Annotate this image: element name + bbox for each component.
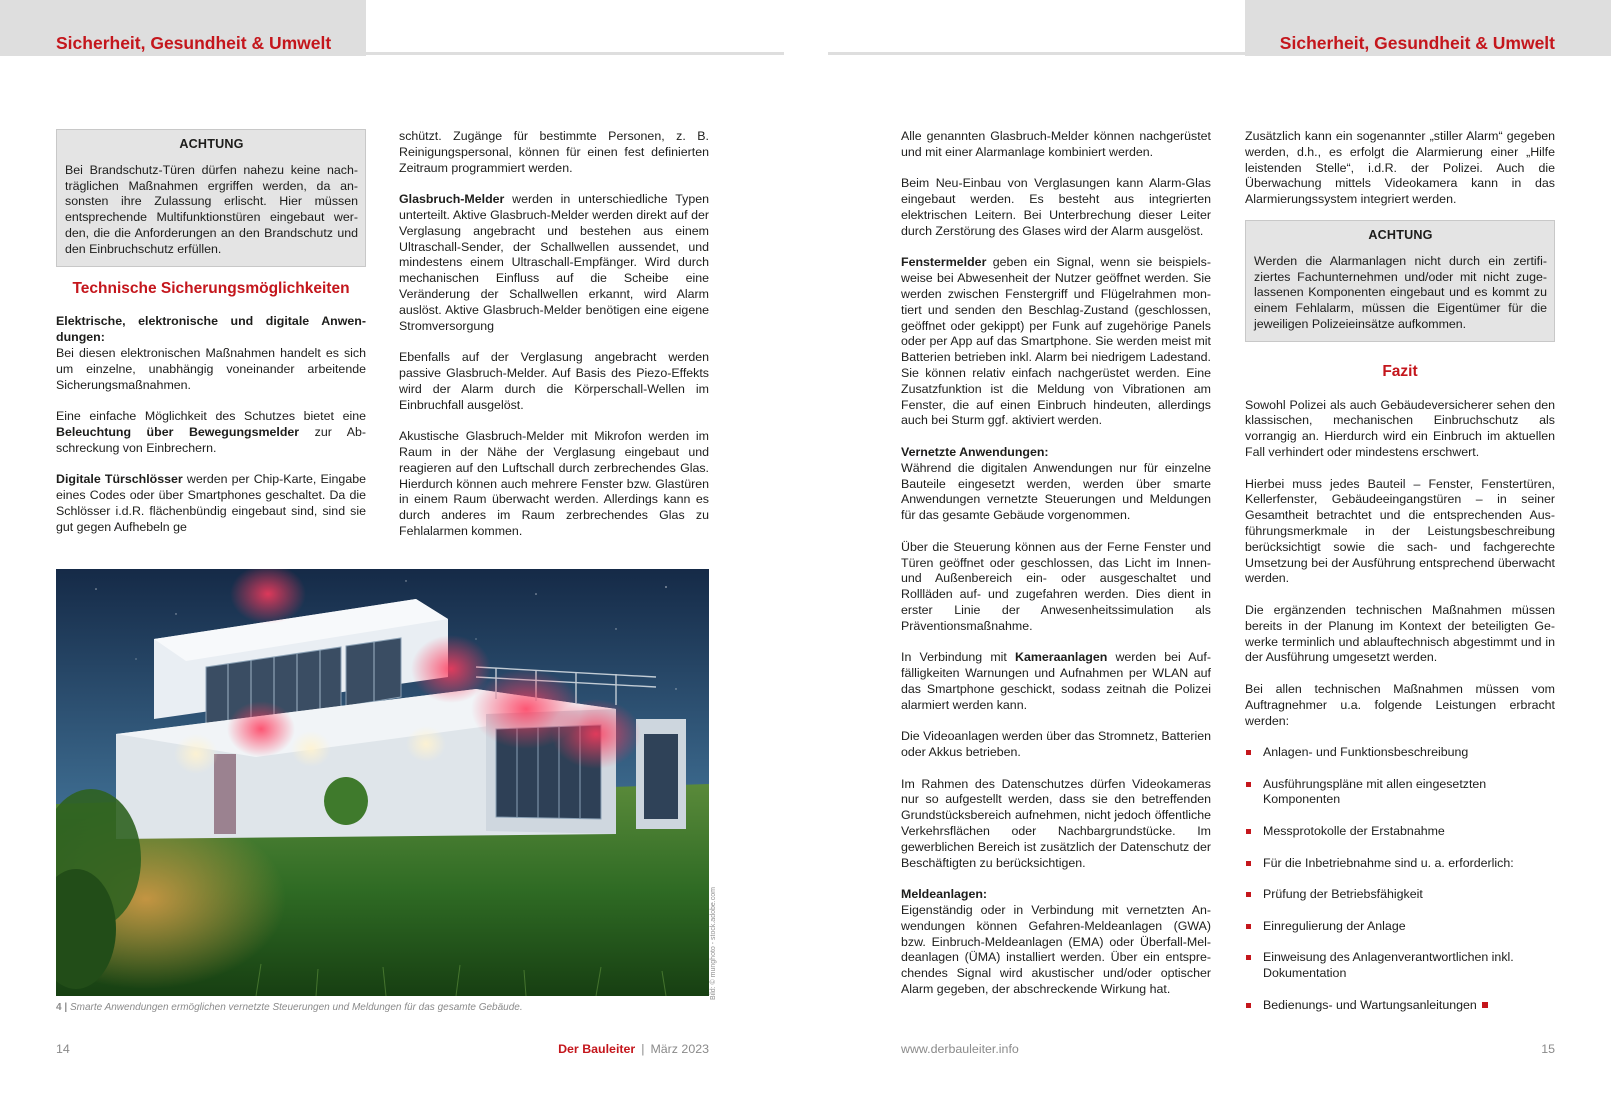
column-left-1 [56, 129, 366, 536]
text-run: Eigenständig oder in Verbindung mit vernetzten Anwendungen können Gefahren-Meldeanlagen (GWA) bzw. Einbruch-Meldeanlagen (EMA) oder Überfall-Meldeanlagen (ÜMA) installiert werden. Über ein entsprechendes Signal wird akustischer und/oder optischer Alarm gegeben, der abschreckende Wirkung hat. [901, 903, 1211, 997]
paragraph-cameras [901, 650, 1211, 713]
text-run: Während die digitalen Anwendungen nur für einzelne Bauteile eingesetzt werden, werden über smarte Anwendungen vernetzte Steuerungen und Meldungen für das gesamte Gebäude vorgenommen. [901, 460, 1211, 523]
text-run: In Verbindung mit [901, 650, 1016, 665]
header-rule-left [366, 52, 784, 55]
text-run: geben ein Signal, wenn sie beispielsweise bei Abwesenheit der Nutzer geöffnet werden. Sie werden zwischen Fenstergriff und Flügelrahmen montiert und senden den Beschlag-Zustand (geschlossen, geöffnet oder gekippt) per Funk auf zugehörige Panels oder per App auf das Smartphone. Sie werden meist mit Batterien betrieben inkl. Alarm bei niedrigem Ladestand. Sie können relativ einfach nachgerüstet werden. Eine Zusatzfunktion ist die Meldung von Vibrationen am Fenster, die auf einen Einbruch hindeuten, allerdings auch bei Sturm ggf. aktiviert werden. [901, 255, 1211, 428]
section-heading-conclusion: Fazit [1382, 362, 1418, 380]
section-title-left: Sicherheit, Gesundheit & Umwelt [56, 33, 332, 53]
paragraph-door-locks [56, 472, 366, 535]
paragraph-retrofit: Alle genannten Glasbruch-Melder können nachgerüstet und mit einer Alarmanlage kombiniert werden. [901, 129, 1211, 159]
text-run: zur Abschreckung von Einbrechern. [56, 424, 366, 455]
paragraph-alarm-systems [901, 887, 1211, 998]
footer-brand [558, 1042, 709, 1056]
column-left-2 [399, 129, 709, 540]
paragraph-remote-control: Über die Steuerung können aus der Ferne Fenster und Türen geöffnet oder geschlossen, das Licht im Innen- und Außenbereich ein- oder ausgeschaltet und Rollläden auf- und zugefahren werden. Dies dient in erster Linie der Anwesenheitssimulation als Präventionsmaßnahme. [901, 539, 1211, 633]
page-number: 14 [56, 1042, 70, 1056]
bold-term: Kameraanlagen [1015, 650, 1108, 665]
subheading-electronic: Elektrische, elektronische und digitale Anwendungen: [56, 314, 366, 345]
subheading-networked: Vernetzte Anwendungen: [901, 444, 1049, 459]
paragraph-conclusion-4: Bei allen technischen Maßnahmen müssen vom Auftragnehmer u.a. folgende Leistungen erbracht werden: [1245, 681, 1555, 728]
subheading-alarm-systems: Meldeanlagen: [901, 887, 988, 902]
list-item: Prüfung der Betriebsfähigkeit [1245, 887, 1555, 903]
warning-box-text: Werden die Alarmanlagen nicht durch ein zertifiziertes Fachunternehmen und/oder mit nicht zugelassenen Komponenten eingebaut und es kommt zu einem Fehlalarm, müssen die Eigentümer für die jeweiligen Polizeieinsätze aufkommen. [1254, 253, 1547, 331]
figure-caption [56, 1002, 523, 1013]
column-right-2 [1245, 129, 1555, 1014]
paragraph-text: Bei diesen elektronischen Maßnahmen handelt es sich um einzelne, unabhängig voneinander arbeitende Sicherungsmaßnahmen. [56, 345, 366, 392]
paragraph-power: Die Videoanlagen werden über das Stromnetz, Batterien oder Akkus betrieben. [901, 729, 1211, 760]
footer-separator: | [641, 1042, 645, 1056]
paragraph-privacy: Im Rahmen des Datenschutzes dürfen Videokameras nur so aufgestellt werden, dass sie den betreffenden Grundstücksbereich aufnehmen, nicht jedoch öffentliche Verkehrsflächen oder Nachbargrundstücke. Im gewerblichen Bereich ist zusätzlich der Datenschutz der Beschäftigten zu berücksichtigen. [901, 776, 1211, 870]
issue-date: März 2023 [650, 1042, 709, 1056]
warning-box-title: ACHTUNG [1368, 227, 1433, 242]
footer-url [901, 1042, 1019, 1056]
warning-box-title: ACHTUNG [179, 137, 244, 151]
list-item: Anlagen- und Funktionsbeschreibung [1245, 745, 1555, 761]
spread-gutter [784, 0, 828, 1109]
list-item-last [1245, 998, 1555, 1014]
paragraph-glass-break-acoustic: Akustische Glasbruch-Melder mit Mikrofon werden im Raum in der Nähe der Verglasung eingebaut und reagieren auf den Luftschall durch zerbrechendes Glas. Hierdurch können auch mehrere Fenster bzw. Glastüren in einem Raum überwacht werden. Allerdings kann es durch anderes im Raum zerbrechendes Glas zu Fehlalarmen kommen. [399, 429, 709, 538]
article-end-icon [1482, 1002, 1488, 1008]
warning-box-alarm-install [1245, 220, 1555, 342]
header-rule-right [828, 52, 1245, 55]
caption-separator: | [64, 1002, 68, 1013]
list-item: Einweisung des Anlagenverantwortlichen inkl. Dokumentation [1245, 950, 1555, 982]
paragraph-conclusion-1: Sowohl Polizei als auch Gebäudeversicherer sehen den klassischen, mechanischen Einbruchschutz als vorrangig an. Hierdurch wird ein Einbruch im aktuellen Fall verhindert oder mindestens erschwert. [1245, 397, 1555, 459]
section-heading-technical: Technische Sicherungsmöglichkeiten [72, 279, 350, 297]
list-item: Für die Inbetriebnahme sind u. a. erforderlich: [1245, 856, 1555, 872]
services-list [1245, 745, 1555, 1014]
page-right [828, 0, 1611, 1109]
bold-term: Fenstermelder [901, 255, 987, 270]
paragraph-conclusion-2: Hierbei muss jedes Bauteil – Fenster, Fenstertüren, Kellerfenster, Gebäudeeingangstüren – in seiner Gesamtheit betrachtet und die entsprechenden Ausführungsmerkmale in der Leistungsbeschreibung berücksichtigt sowie die sach- und fachgerechte Umsetzung bei der Ausführung entsprechend überwacht werden. [1245, 476, 1555, 586]
section-title-right: Sicherheit, Gesundheit & Umwelt [1279, 33, 1555, 53]
list-item: Messprotokolle der Erstabnahme [1245, 824, 1555, 840]
footer-page-number-right [1541, 1042, 1555, 1056]
paragraph-alarm-glass: Beim Neu-Einbau von Verglasungen kann Alarm-Glas eingebaut werden. Es besteht aus integrierten elektrischen Leitern. Bei Unterbrechung dieser Leiter durch Zerstörung des Glases wird der Alarm ausgelöst. [901, 176, 1211, 238]
text-run: werden in unterschiedliche Typen unterteilt. Aktive Glasbruch-Melder werden direkt auf der Verglasung angebracht und bestehen aus einem Ultraschall-Sender, der Schallwellen aussendet, und mindestens einem Ultraschall-Empfänger. Wird durch mechanischen Einfluss auf die Scheibe eine Veränderung der Schallwellen erkannt, wird Alarm auslöst. Aktive Glasbruch-Melder benötigen eine eigene Stromversorgung [399, 192, 709, 333]
bold-term: Beleuchtung über Bewegungsmelder [56, 424, 300, 439]
paragraph-conclusion-3: Die ergänzenden technischen Maßnahmen müssen bereits in der Planung im Kontext der beteiligten Gewerke terminlich und ablauftechnisch abgestimmt und in der Ausführung umgesetzt werden. [1245, 602, 1555, 665]
page-left [0, 0, 784, 1109]
column-right-1 [901, 129, 1211, 998]
bold-term: Digitale Türschlösser [56, 472, 183, 487]
smart-house-photo [56, 569, 709, 996]
paragraph-glass-break-passive: Ebenfalls auf der Verglasung angebracht werden passive Glasbruch-Melder. Auf Basis des Piezo-Effekts wird der Alarm durch die Körperschall-Wellen im Einbruchfall ausgelöst. [399, 350, 709, 412]
paragraph-glass-break-active [399, 192, 709, 334]
paragraph-silent-alarm: Zusätzlich kann ein sogenannter „stiller Alarm“ gegeben werden, d.h., es erfolgt die Alarmierung einer „Hilfe leistenden Stelle“, i.d.R. der Polizei. Auch die Überwachung mittels Videokamera kann in das Alarmierungssystem integriert werden. [1245, 129, 1555, 207]
footer-page-number-left [56, 1042, 70, 1056]
figure-number: 4 [56, 1002, 62, 1013]
magazine-name: Der Bauleiter [558, 1042, 636, 1056]
page-number: 15 [1541, 1042, 1555, 1056]
list-item: Ausführungspläne mit allen eingesetzten Komponenten [1245, 777, 1555, 809]
paragraph-networked [901, 445, 1211, 524]
text-run: Eine einfache Möglichkeit des Schutzes bietet eine [56, 409, 366, 424]
caption-text: Smarte Anwendungen ermöglichen vernetzte Steuerungen und Meldungen für das gesamte Gebäude. [69, 1002, 523, 1013]
paragraph-window-sensors [901, 255, 1211, 429]
website-url: www.derbauleiter.info [901, 1042, 1019, 1056]
photo-credit-text: Bild: © munghoto - stock.adobe.com [710, 887, 717, 1000]
bold-term: Glasbruch-Melder [399, 192, 505, 207]
warning-box-text: Bei Brandschutz-Türen dürfen nahezu keine nachträglichen Maßnahmen ergriffen werden, da ansonsten ihre Zulassung erlischt. Hier müssen entsprechende Multifunktionstüren eingebaut werden, die die Anforderungen an den Brandschutz und den Einbruchschutz erfüllen. [65, 162, 358, 256]
paragraph-lighting [56, 409, 366, 456]
paragraph-electronic [56, 314, 366, 393]
list-item-text: Bedienungs- und Wartungsanleitungen [1263, 997, 1477, 1012]
paragraph-access: schützt. Zugänge für bestimmte Personen, z. B. Reinigungspersonal, können für einen fest definierten Zeitraum programmiert werden. [399, 129, 709, 175]
list-item: Einregulierung der Anlage [1245, 919, 1555, 935]
photo-credit [710, 860, 726, 1000]
text-run: werden per Chip-Karte, Eingabe eines Codes oder über Smartphones geschaltet. Da die Schlösser i.d.R. flächenbündig eingebaut sind, sind sie gut gegen Aufhebeln ge [56, 472, 366, 534]
warning-box-fire-doors [56, 129, 366, 267]
text-run: werden bei Auffälligkeiten Warnungen und Aufnahmen per WLAN auf das Smartphone geschickt, sodass zeitnah die Polizei alarmiert werden kann. [901, 650, 1212, 712]
